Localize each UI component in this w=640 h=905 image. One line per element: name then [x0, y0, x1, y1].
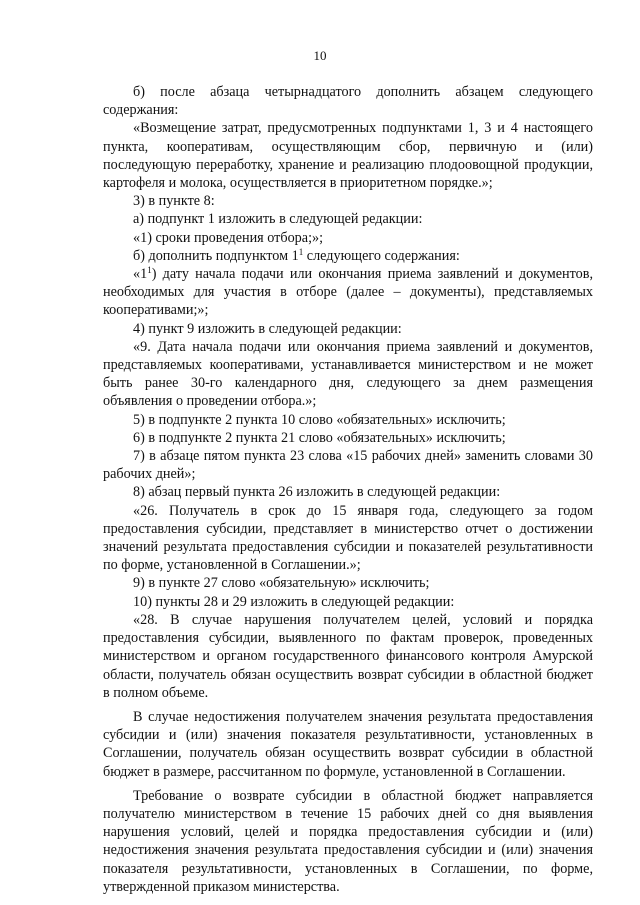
paragraph-17: «28. В случае нарушения получателем целей, условий и порядка предоставления субсидии, выявленного по фактам проверок, проведенных министерством и органом государственного финансового контроля Амурской области, получатель обязан осуществить возврат субсидии в областной бюджет в полном объеме.: [103, 611, 593, 701]
paragraph-6-post: следующего содержания:: [303, 247, 460, 264]
paragraph-7-post: ) дату начала подачи или окончания приема заявлений и документов, необходимых для участия в отборе (далее – документы), представляемых кооперативами;»;: [103, 266, 593, 319]
paragraph-14: «26. Получатель в срок до 15 января года, следующего за годом предоставления субсидии, представляет в министерство отчет о достижении значений результата предоставления субсидии и показателей результативности по форме, установленной в Соглашении.»;: [103, 502, 593, 574]
paragraph-15: 9) в пункте 27 слово «обязательную» исключить;: [133, 575, 430, 592]
paragraph-7-superscript: 1: [147, 265, 152, 276]
paragraph-9: «9. Дата начала подачи или окончания приема заявлений и документов, представляемых кооперативами, устанавливается министерством и не может быть ранее 30-го календарного дня, следующего за днем размещения объявления о проведении отбора.»;: [103, 338, 593, 410]
paragraph-10: 5) в подпункте 2 пункта 10 слово «обязательных» исключить;: [133, 411, 506, 428]
paragraph-2: «Возмещение затрат, предусмотренных подпунктами 1, 3 и 4 настоящего пункта, кооперативам, осуществляющим сбор, первичную и (или) последующую переработку, хранение и реализацию плодоовощной продукции, картофеля и молока, осуществляется в приоритетном порядке.»;: [103, 120, 593, 192]
paragraph-16: 10) пункты 28 и 29 изложить в следующей редакции:: [133, 593, 455, 610]
paragraph-8: 4) пункт 9 изложить в следующей редакции:: [133, 320, 402, 337]
paragraph-13: 8) абзац первый пункта 26 изложить в следующей редакции:: [133, 484, 501, 501]
paragraph-1: б) после абзаца четырнадцатого дополнить абзацем следующего содержания:: [103, 84, 593, 119]
paragraph-11: 6) в подпункте 2 пункта 21 слово «обязательных» исключить;: [133, 429, 506, 446]
page-number: 10: [313, 48, 327, 63]
paragraph-3: 3) в пункте 8:: [133, 193, 215, 210]
document-body: [103, 83, 593, 896]
paragraph-6-pre: б) дополнить подпунктом 1: [133, 247, 299, 264]
paragraph-6: [103, 247, 593, 265]
paragraph-19: Требование о возврате субсидии в областной бюджет направляется получателю министерством в течение 15 рабочих дней со дня выявления нарушения условий, целей и порядка предоставления субсидии и (или) недостижения значения результата предоставления субсидии и (или) значения показателя результативности, установленных в Соглашении, по форме, утвержденной приказом министерства.: [103, 787, 593, 895]
paragraph-7: [103, 265, 593, 320]
paragraph-7-pre: «1: [133, 266, 148, 283]
paragraph-6-superscript: 1: [298, 246, 304, 257]
paragraph-5: «1) сроки проведения отбора;»;: [133, 229, 324, 246]
paragraph-18: В случае недостижения получателем значения результата предоставления субсидии и (или) значения показателя результативности, установленных в Соглашении, получатель обязан осуществить возврат субсидии в областной бюджет в размере, рассчитанном по формуле, установленной в Соглашении.: [103, 708, 593, 780]
paragraph-12: 7) в абзаце пятом пункта 23 слова «15 рабочих дней» заменить словами 30 рабочих дней»;: [103, 448, 593, 483]
paragraph-4: а) подпункт 1 изложить в следующей редакции:: [133, 211, 423, 228]
